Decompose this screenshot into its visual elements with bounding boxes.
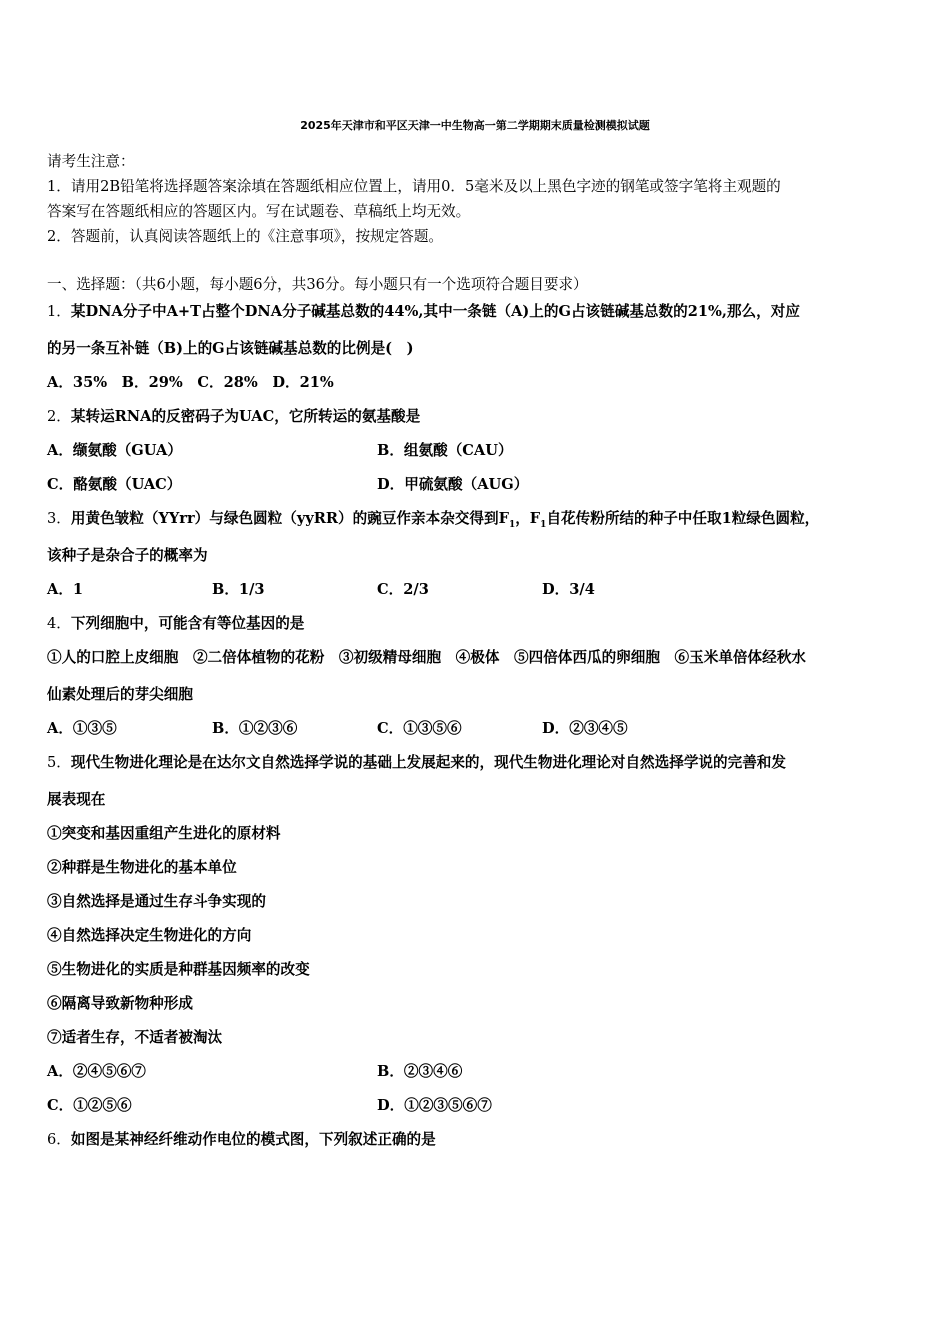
question-5-item: ③自然选择是通过生存斗争实现的: [47, 893, 266, 910]
question-6-stem: [47, 1129, 436, 1151]
section-heading: 一、选择题：（共6小题，每小题6分，共36分。每小题只有一个选项符合题目要求）: [47, 276, 588, 293]
question-4-option-a: A．①③⑤: [47, 720, 117, 737]
question-number: 2．: [47, 408, 71, 425]
question-number: 6．: [47, 1131, 71, 1148]
question-3-option-b: B．1/3: [212, 581, 265, 598]
question-3-line-2: 该种子是杂合子的概率为: [47, 547, 208, 564]
question-5-item: ②种群是生物进化的基本单位: [47, 859, 237, 876]
notice-item-2: 2．答题前，认真阅读答题纸上的《注意事项》，按规定答题。: [47, 228, 444, 245]
question-text: 如图是某神经纤维动作电位的模式图，下列叙述正确的是: [70, 1131, 436, 1148]
question-5-item: ⑦适者生存，不适者被淘汰: [47, 1029, 223, 1046]
question-1-line-2: 的另一条互补链（B)上的G占该链碱基总数的比例是( ): [47, 340, 414, 357]
notice-heading: 请考生注意：: [47, 153, 135, 170]
question-4-line-2: 仙素处理后的芽尖细胞: [47, 686, 193, 703]
question-3-option-d: D．3/4: [542, 581, 595, 598]
question-text: 某DNA分子中A+T占整个DNA分子碱基总数的44%,其中一条链（A)上的G占该链碱基总数的21%,那么，对应: [70, 303, 800, 320]
question-text: 现代生物进化理论是在达尔文自然选择学说的基础上发展起来的，现代生物进化理论对自然选择学说的完善和发: [70, 754, 786, 771]
question-2-option-a: A．缬氨酸（GUA）: [47, 442, 182, 459]
question-5-option-d: D．①②③⑤⑥⑦: [377, 1097, 492, 1114]
question-5-item: ⑤生物进化的实质是种群基因频率的改变: [47, 961, 310, 978]
question-5-option-c: C．①②⑤⑥: [47, 1097, 132, 1114]
question-1-line-1: [47, 301, 800, 323]
question-4-line-1: ①人的口腔上皮细胞 ②二倍体植物的花粉 ③初级精母细胞 ④极体 ⑤四倍体西瓜的卵细胞 ⑥玉米单倍体经秋水: [47, 649, 806, 666]
page-title: 2025年天津市和平区天津一中生物高一第二学期期末质量检测模拟试题: [300, 119, 650, 132]
question-3-option-c: C．2/3: [377, 581, 429, 598]
question-4-option-c: C．①③⑤⑥: [377, 720, 462, 737]
question-number: 3．: [47, 510, 71, 527]
question-4-stem: [47, 613, 304, 635]
question-number: 5．: [47, 754, 71, 771]
question-text: 某转运RNA的反密码子为UAC，它所转运的氨基酸是: [70, 408, 421, 425]
question-5-line-2: 展表现在: [47, 791, 106, 808]
question-text: 用黄色皱粒（YYrr）与绿色圆粒（yyRR）的豌豆作亲本杂交得到$F_1$，$F_1$自花传粉所结的种子中任取1粒绿色圆粒，: [70, 510, 820, 530]
question-text: 下列细胞中，可能含有等位基因的是: [70, 615, 305, 632]
notice-item-1-line-1: 1．请用2B铅笔将选择题答案涂填在答题纸相应位置上，请用0．5毫米及以上黑色字迹的钢笔或签字笔将主观题的: [47, 178, 781, 195]
question-4-option-b: B．①②③⑥: [212, 720, 298, 737]
question-5-item: ⑥隔离导致新物种形成: [47, 995, 193, 1012]
question-number: 1．: [47, 303, 71, 320]
question-5-option-a: A．②④⑤⑥⑦: [47, 1063, 146, 1080]
question-2-option-c: C．酪氨酸（UAC）: [47, 476, 182, 493]
question-3-line-1: [47, 508, 819, 530]
question-3-option-a: A．1: [47, 581, 84, 598]
question-5-option-b: B．②③④⑥: [377, 1063, 463, 1080]
notice-item-1-line-2: 答案写在答题纸相应的答题区内。写在试题卷、草稿纸上均无效。: [47, 203, 471, 220]
question-2-option-b: B．组氨酸（CAU）: [377, 442, 513, 459]
question-5-item: ④自然选择决定生物进化的方向: [47, 927, 252, 944]
question-2-stem: [47, 406, 420, 428]
question-1-options: A．35% B．29% C．28% D．21%: [47, 374, 334, 391]
question-4-option-d: D．②③④⑤: [542, 720, 628, 737]
question-number: 4．: [47, 615, 71, 632]
question-5-line-1: [47, 752, 786, 774]
question-5-item: ①突变和基因重组产生进化的原材料: [47, 825, 281, 842]
question-2-option-d: D．甲硫氨酸（AUG）: [377, 476, 529, 493]
